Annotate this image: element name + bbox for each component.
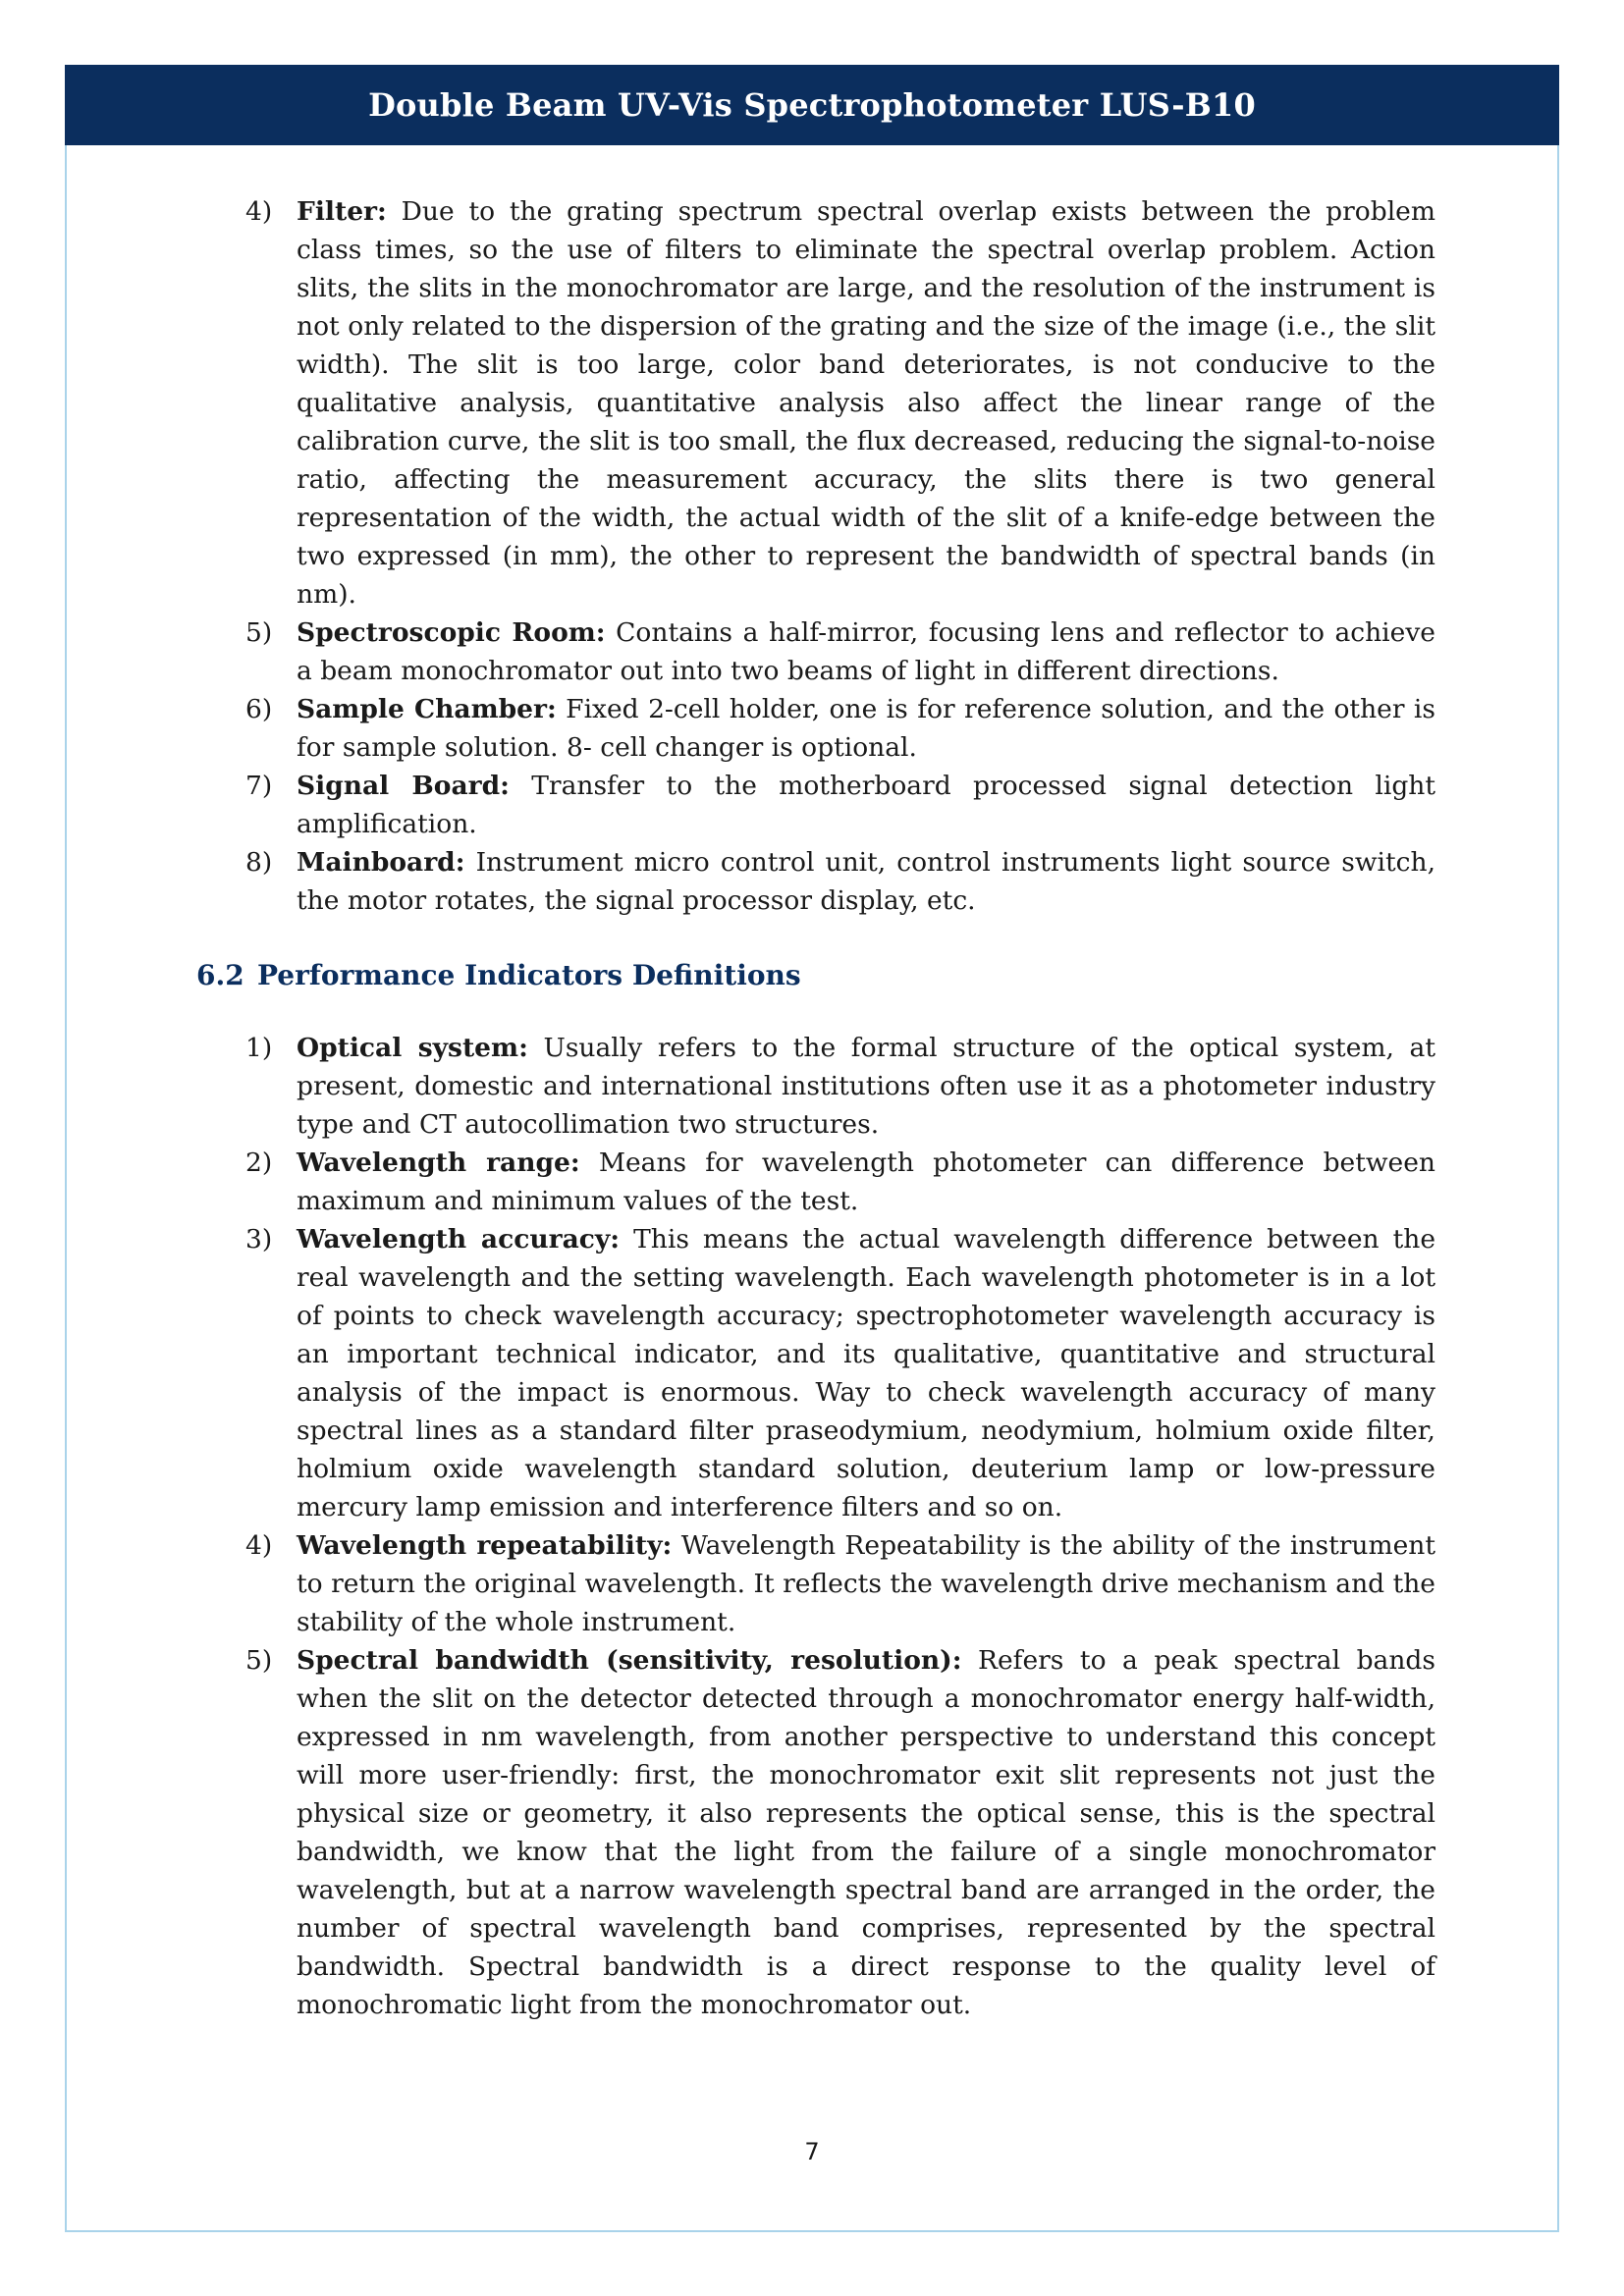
list-item-number: 1) xyxy=(245,1033,273,1063)
header-bar xyxy=(65,65,1559,145)
list-item-body xyxy=(297,1144,1435,1220)
list-item xyxy=(196,1641,1435,2024)
list-item xyxy=(196,1526,1435,1641)
list-item-term: Spectroscopic Room: xyxy=(297,617,606,648)
list-item-text: Fixed 2-cell holder, one is for reference solution, and the other is for sample solution. 8- cell changer is optional. xyxy=(297,694,1435,763)
list-item-term: Spectral bandwidth (sensitivity, resolution): xyxy=(297,1645,962,1676)
list-item xyxy=(196,1029,1435,1144)
list-item-body xyxy=(297,1526,1435,1641)
list-item-number: 3) xyxy=(245,1224,273,1255)
list-item-term: Mainboard: xyxy=(297,847,465,878)
list-item-number: 5) xyxy=(245,1645,273,1676)
list-item-body xyxy=(297,1220,1435,1526)
list-item-term: Wavelength accuracy: xyxy=(297,1224,621,1255)
list-item xyxy=(196,1220,1435,1526)
section-title: Performance Indicators Definitions xyxy=(257,959,801,991)
list-item-body xyxy=(297,767,1435,843)
list-item-text: Instrument micro control unit, control instruments light source switch, the motor rotates, the signal processor display, etc. xyxy=(297,847,1435,916)
list-item-text: Refers to a peak spectral bands when the slit on the detector detected through a monochromator energy half-width, expressed in nm wavelength, from another perspective to understand this concept will more user-friendly: first, the monochromator exit slit represents not just the physical size or geometry, it also represents the optical sense, this is the spectral bandwidth, we know that the light from the failure of a single monochromator wavelength, but at a narrow wavelength spectral band are arranged in the order, the number of spectral wavelength band comprises, represented by the spectral bandwidth. Spectral bandwidth is a direct response to the quality level of monochromatic light from the monochromator out. xyxy=(297,1645,1435,2020)
section-number: 6.2 xyxy=(196,959,244,991)
page-number: 7 xyxy=(804,2138,820,2165)
list-item-text: Transfer to the motherboard processed signal detection light amplification. xyxy=(297,771,1435,839)
list-item-number: 6) xyxy=(245,694,273,724)
list-item-number: 4) xyxy=(245,196,273,227)
list-item-text: This means the actual wavelength difference between the real wavelength and the setting wavelength. Each wavelength photometer is in a lot of points to check wavelength accuracy; spectrophotometer wavelength accuracy is an important technical indicator, and its qualitative, quantitative and structural analysis of the impact is enormous. Way to check wavelength accuracy of many spectral lines as a standard filter praseodymium, neodymium, holmium oxide filter, holmium oxide wavelength standard solution, deuterium lamp or low-pressure mercury lamp emission and interference filters and so on. xyxy=(297,1224,1435,1522)
component-list xyxy=(196,192,1435,920)
list-item-text: Due to the grating spectrum spectral overlap exists between the problem class times, so the use of filters to eliminate the spectral overlap problem. Action slits, the slits in the monochromator are large, and the resolution of the instrument is not only related to the dispersion of the grating and the size of the image (i.e., the slit width). The slit is too large, color band deteriorates, is not conducive to the qualitative analysis, quantitative analysis also affect the linear range of the calibration curve, the slit is too small, the flux decreased, reducing the signal-to-noise ratio, affecting the measurement accuracy, the slits there is two general representation of the width, the actual width of the slit of a knife-edge between the two expressed (in mm), the other to represent the bandwidth of spectral bands (in nm). xyxy=(297,196,1435,610)
list-item xyxy=(196,614,1435,690)
list-item-number: 5) xyxy=(245,617,273,648)
list-item xyxy=(196,1144,1435,1220)
list-item xyxy=(196,767,1435,843)
page-content xyxy=(196,192,1435,2024)
list-item-text: Usually refers to the formal structure of the optical system, at present, domestic and international institutions often use it as a photometer industry type and CT autocollimation two structures. xyxy=(297,1033,1435,1140)
definitions-list xyxy=(196,1029,1435,2024)
list-item xyxy=(196,192,1435,614)
list-item-term: Signal Board: xyxy=(297,771,510,801)
list-item-term: Sample Chamber: xyxy=(297,694,557,724)
list-item-term: Optical system: xyxy=(297,1033,528,1063)
list-item-term: Wavelength range: xyxy=(297,1148,580,1178)
section-heading xyxy=(196,959,1435,991)
list-item-number: 7) xyxy=(245,771,273,801)
list-item-term: Filter: xyxy=(297,196,387,227)
document-title: Double Beam UV-Vis Spectrophotometer LUS-B10 xyxy=(368,86,1256,124)
list-item-text: Contains a half-mirror, focusing lens and reflector to achieve a beam monochromator out into two beams of light in different directions. xyxy=(297,617,1435,686)
list-item-text: Wavelength Repeatability is the ability of the instrument to return the original wavelength. It reflects the wavelength drive mechanism and the stability of the whole instrument. xyxy=(297,1530,1435,1637)
list-item-text: Means for wavelength photometer can difference between maximum and minimum values of the test. xyxy=(297,1148,1435,1216)
list-item-body xyxy=(297,1029,1435,1144)
list-item-term: Wavelength repeatability: xyxy=(297,1530,673,1561)
list-item-body xyxy=(297,843,1435,920)
list-item-number: 4) xyxy=(245,1530,273,1561)
list-item-body xyxy=(297,1641,1435,2024)
list-item xyxy=(196,690,1435,767)
list-item-body xyxy=(297,192,1435,614)
list-item-body xyxy=(297,690,1435,767)
list-item xyxy=(196,843,1435,920)
list-item-number: 2) xyxy=(245,1148,273,1178)
list-item-number: 8) xyxy=(245,847,273,878)
list-item-body xyxy=(297,614,1435,690)
